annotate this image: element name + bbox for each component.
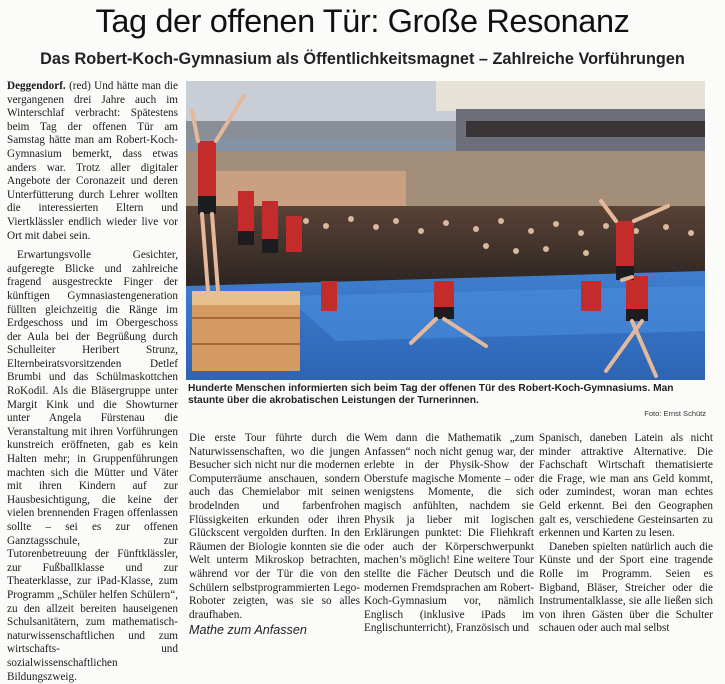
article-column-2 bbox=[189, 432, 360, 644]
body-paragraph: Erwartungsvolle Gesichter, aufgeregte Blicke und zahlreiche fragend ausgestreckte Finger der künftigen Gymnasiastengeneration füllten gleichzeitig die Ränge im Erdgeschoss und im Obergeschoss der Aula bei der Begrüßung durch Schulleiter Heribert Strunz, Elternbeiratsvorsitzenden Detlef Brumbi und das Schülmaskottchen RoKodil. Als die Bläsergruppe unter Margit Kink und die Showturner unter Angela Fürstenau die Veranstaltung mit ihren Vorführungen kunstreich eröffneten, gab es kein Halten mehr; in Gruppenführungen machten sich die Mütter und Väter mit ihren Kindern auf zur Hausbesichtigung, die keine der vielen brennenden Fragen offenlassen sollte – sei es zur offenen Ganztagsschule, zur Tutorenbetreuung der Fünftklässler, zur Fußballklasse und zur Theaterklasse, zur iPad-Klasse, zum Programm „Schüler helfen Schülern“, zu den allzeit bereiten hauseigenen Schulsanitätern, zum mathematisch-naturwissenschaftlichen und zum wirtschafts- und sozialwissenschaftlichen Bildungszweig. bbox=[7, 249, 178, 683]
intro-text: (red) Und hätte man die vergangenen drei Jahre auch im Winterschlaf verbracht: Spätestens beim Tag der offenen Tür am Samstag hätte man am Robert-Koch-Gymnasium bemerkt, dass etwas anders war. Trotz aller digitaler Angebote der Coronazeit und deren Unterfütterung durch Lehrer wollten die interessierten Eltern und Viertklässler endlich wieder live vor Ort mit dabei sein. bbox=[7, 80, 178, 242]
body-paragraph: Spanisch, daneben Latein als nicht minder attraktive Alternative. Die Fachschaft Wirtschaft thematisierte die Frage, wie man ans Geld kommt, oder zumindest, woran man echtes Geld erkennt. Bei den Geographen galt es, verschiedene Gesteinsarten zu erkennen und Karten zu lesen. bbox=[539, 432, 713, 540]
article-photo bbox=[186, 81, 705, 380]
article-column-1 bbox=[7, 80, 178, 683]
dateline: Deggendorf. bbox=[7, 80, 66, 92]
body-paragraph: Daneben spielten natürlich auch die Künste und der Sport eine tragende Rolle im Programm. Seien es Bigband, Bläser, Streicher oder die Instrumentalklasse, sie alle ließen sich von ihren Gästen über die Schulter schauen oder auch mal selbst bbox=[539, 540, 713, 635]
article-column-3 bbox=[364, 432, 534, 644]
section-subhead: Mathe zum Anfassen bbox=[189, 623, 307, 638]
body-paragraph: Wem dann die Mathematik „zum Anfassen“ noch nicht genug war, der erlebte in der Physik-Show der Oberstufe magische Momente – oder wenigstens Momente, die sich magisch anfühlten, nachdem sie Physik ja lieber mit logischen Erklärungen punktet: Die Fliehkraft oder auch der Körperschwerpunkt machen’s möglich! Eine weitere Tour stellte die Fächer Deutsch und die modernen Fremdsprachen am Robert-Koch-Gymnasium vor, nämlich Englisch (inklusive iPads im Englischunterricht), Französisch und bbox=[364, 432, 534, 635]
article-column-4 bbox=[539, 432, 713, 644]
headline: Tag der offenen Tür: Große Resonanz bbox=[95, 3, 630, 39]
photo-credit: Foto: Ernst Schütz bbox=[644, 409, 706, 418]
subheadline: Das Robert-Koch-Gymnasium als Öffentlichkeitsmagnet – Zahlreiche Vorführungen bbox=[40, 50, 685, 68]
intro-paragraph bbox=[7, 80, 178, 243]
body-paragraph: Die erste Tour führte durch die Naturwissenschaften, wo die jungen Besucher sich nicht nur die modernen Computerräume anschauen, sondern auch das Chemielabor mit seinen brodelnden und farbenfrohen Flüssigkeiten erkunden oder ihren Glückscent vergolden durften. In den Räumen der Biologie konnten sie die Welt unterm Mikroskop betrachten, während vor der Tür die von den Schülern selbstprogrammierten Lego-Roboter zeigten, was sie so alles draufhaben. bbox=[189, 432, 360, 621]
photo-caption: Hunderte Menschen informierten sich beim Tag der offenen Tür des Robert-Koch-Gymnasiums. Man staunte über die akrobatischen Leistungen der Turnerinnen. bbox=[188, 383, 674, 407]
